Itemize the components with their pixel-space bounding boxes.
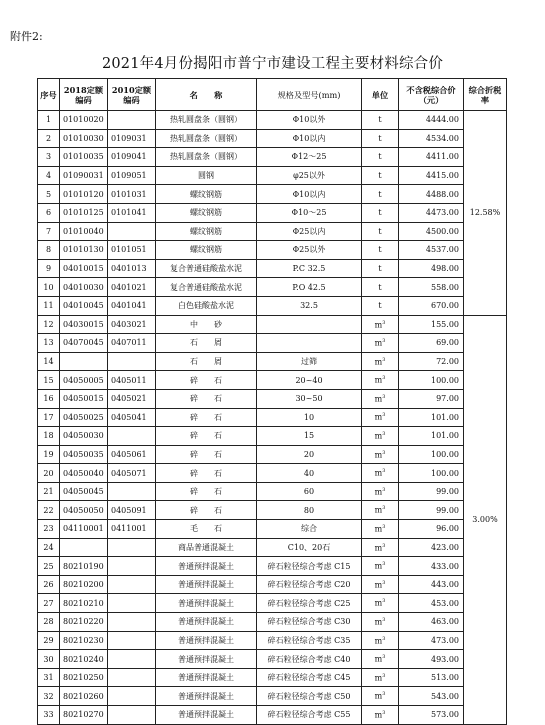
cell-code-2010: 0101041 [108, 203, 156, 222]
table-row [38, 278, 507, 297]
table-body [38, 111, 507, 725]
cell-no: 15 [38, 371, 60, 390]
cell-code-2018: 01010035 [60, 148, 108, 167]
cell-spec: 碎石粒径综合考虑 C30 [257, 613, 362, 632]
cell-price: 97.00 [399, 389, 464, 408]
cell-code-2018: 01010120 [60, 185, 108, 204]
cell-name: 热轧圆盘条（圆钢） [156, 129, 257, 148]
cell-spec: 碎石粒径综合考虑 C50 [257, 687, 362, 706]
cell-spec: 碎石粒径综合考虑 C35 [257, 631, 362, 650]
cell-price: 155.00 [399, 315, 464, 334]
cell-spec: 碎石粒径综合考虑 C45 [257, 668, 362, 687]
cell-spec: 碎石粒径综合考虑 C25 [257, 594, 362, 613]
cell-unit: $m^3$ [362, 464, 399, 483]
cell-spec: 60 [257, 482, 362, 501]
cell-no: 13 [38, 334, 60, 353]
cell-code-2018: 04070045 [60, 334, 108, 353]
cell-code-2018: 01010020 [60, 111, 108, 130]
cell-unit: $m^3$ [362, 631, 399, 650]
cell-unit: $m^3$ [362, 687, 399, 706]
cell-code-2010: 0411001 [108, 520, 156, 539]
cell-name: 螺纹钢筋 [156, 222, 257, 241]
cell-code-2010: 0109051 [108, 166, 156, 185]
cell-spec: 过筛 [257, 352, 362, 371]
cell-unit: t [362, 278, 399, 297]
cell-unit: $m^3$ [362, 650, 399, 669]
cell-code-2010: 0401041 [108, 296, 156, 315]
cell-unit: $m^3$ [362, 668, 399, 687]
cell-spec: 碎石粒径综合考虑 C55 [257, 706, 362, 725]
cell-name: 螺纹钢筋 [156, 203, 257, 222]
cell-price: 493.00 [399, 650, 464, 669]
cell-code-2018: 04050040 [60, 464, 108, 483]
cell-name: 碎 石 [156, 501, 257, 520]
cell-code-2018: 80210260 [60, 687, 108, 706]
cell-spec: Φ12～25 [257, 148, 362, 167]
cell-price: 72.00 [399, 352, 464, 371]
cell-price: 99.00 [399, 501, 464, 520]
table-row [38, 352, 507, 371]
cell-code-2010 [108, 482, 156, 501]
cell-name: 碎 石 [156, 408, 257, 427]
cell-unit: t [362, 296, 399, 315]
cell-unit: $m^3$ [362, 594, 399, 613]
cell-name: 毛 石 [156, 520, 257, 539]
cell-no: 5 [38, 185, 60, 204]
table-row [38, 557, 507, 576]
cell-price: 4534.00 [399, 129, 464, 148]
cell-no: 6 [38, 203, 60, 222]
cell-name: 碎 石 [156, 464, 257, 483]
cell-code-2010: 0109041 [108, 148, 156, 167]
cell-name: 中 砂 [156, 315, 257, 334]
cell-price: 4411.00 [399, 148, 464, 167]
header-no: 序号 [38, 79, 60, 111]
cell-name: 普通预拌混凝土 [156, 706, 257, 725]
cell-unit: $m^3$ [362, 352, 399, 371]
cell-unit: $m^3$ [362, 371, 399, 390]
cell-spec: 20~40 [257, 371, 362, 390]
header-spec: 规格及型号(mm) [257, 79, 362, 111]
table-row [38, 427, 507, 446]
cell-tax-rate: 12.58% [464, 111, 507, 316]
cell-spec: 10 [257, 408, 362, 427]
cell-spec: 32.5 [257, 296, 362, 315]
cell-price: 69.00 [399, 334, 464, 353]
cell-name: 石 屑 [156, 334, 257, 353]
cell-code-2010 [108, 613, 156, 632]
cell-no: 31 [38, 668, 60, 687]
table-row [38, 594, 507, 613]
cell-price: 573.00 [399, 706, 464, 725]
table-row [38, 668, 507, 687]
cell-no: 2 [38, 129, 60, 148]
cell-spec: Φ10以内 [257, 129, 362, 148]
cell-code-2018: 04030015 [60, 315, 108, 334]
cell-spec: 综合 [257, 520, 362, 539]
cell-name: 普通预拌混凝土 [156, 594, 257, 613]
cell-price: 558.00 [399, 278, 464, 297]
cell-name: 普通预拌混凝土 [156, 557, 257, 576]
cell-code-2010 [108, 557, 156, 576]
cell-code-2010 [108, 631, 156, 650]
table-row [38, 501, 507, 520]
cell-unit: $m^3$ [362, 557, 399, 576]
cell-name: 普通预拌混凝土 [156, 687, 257, 706]
cell-code-2010 [108, 668, 156, 687]
cell-price: 463.00 [399, 613, 464, 632]
cell-spec: C10、20石 [257, 538, 362, 557]
cell-code-2018: 01090031 [60, 166, 108, 185]
cell-unit: t [362, 203, 399, 222]
cell-code-2018: 01010030 [60, 129, 108, 148]
cell-code-2018: 04010030 [60, 278, 108, 297]
cell-price: 670.00 [399, 296, 464, 315]
table-row [38, 482, 507, 501]
cell-code-2018: 80210190 [60, 557, 108, 576]
header-rate: 综合折税率 [464, 79, 507, 111]
cell-spec [257, 334, 362, 353]
cell-name: 白色硅酸盐水泥 [156, 296, 257, 315]
cell-code-2018: 01010125 [60, 203, 108, 222]
header-name: 名 称 [156, 79, 257, 111]
table-row [38, 259, 507, 278]
cell-name: 普通预拌混凝土 [156, 631, 257, 650]
cell-spec: 20 [257, 445, 362, 464]
cell-spec [257, 315, 362, 334]
cell-code-2010 [108, 352, 156, 371]
cell-no: 29 [38, 631, 60, 650]
cell-code-2018: 04010045 [60, 296, 108, 315]
header-code-2018: 2018定额编码 [60, 79, 108, 111]
cell-code-2018: 01010130 [60, 241, 108, 260]
cell-code-2018: 04110001 [60, 520, 108, 539]
cell-code-2010 [108, 594, 156, 613]
cell-no: 21 [38, 482, 60, 501]
table-row [38, 241, 507, 260]
header-unit: 单位 [362, 79, 399, 111]
table-row [38, 334, 507, 353]
cell-code-2018: 80210250 [60, 668, 108, 687]
cell-code-2018 [60, 538, 108, 557]
cell-code-2010: 0405091 [108, 501, 156, 520]
table-row [38, 296, 507, 315]
materials-price-table [37, 78, 507, 725]
cell-no: 27 [38, 594, 60, 613]
cell-no: 19 [38, 445, 60, 464]
cell-code-2018: 04050005 [60, 371, 108, 390]
cell-unit: t [362, 222, 399, 241]
cell-spec: Φ10以外 [257, 111, 362, 130]
cell-code-2010: 0101051 [108, 241, 156, 260]
cell-spec: 15 [257, 427, 362, 446]
attachment-label: 附件2: [10, 30, 43, 43]
cell-unit: $m^3$ [362, 520, 399, 539]
cell-price: 96.00 [399, 520, 464, 539]
cell-unit: $m^3$ [362, 613, 399, 632]
table-row [38, 706, 507, 725]
cell-code-2010: 0405071 [108, 464, 156, 483]
cell-unit: $m^3$ [362, 482, 399, 501]
table-row [38, 613, 507, 632]
table-row [38, 389, 507, 408]
cell-price: 99.00 [399, 482, 464, 501]
table-row [38, 575, 507, 594]
table-row [38, 222, 507, 241]
cell-price: 101.00 [399, 408, 464, 427]
cell-price: 473.00 [399, 631, 464, 650]
table-row [38, 650, 507, 669]
cell-no: 18 [38, 427, 60, 446]
table-row [38, 129, 507, 148]
cell-code-2018: 01010040 [60, 222, 108, 241]
document-title: 2021年4月份揭阳市普宁市建设工程主要材料综合价 [101, 56, 444, 72]
cell-no: 8 [38, 241, 60, 260]
cell-name: 碎 石 [156, 482, 257, 501]
table-row [38, 203, 507, 222]
cell-unit: $m^3$ [362, 538, 399, 557]
cell-code-2010: 0407011 [108, 334, 156, 353]
cell-code-2010 [108, 650, 156, 669]
cell-name: 复合普通硅酸盐水泥 [156, 259, 257, 278]
table-row [38, 111, 507, 130]
cell-no: 33 [38, 706, 60, 725]
cell-price: 4537.00 [399, 241, 464, 260]
cell-spec: 80 [257, 501, 362, 520]
cell-name: 碎 石 [156, 427, 257, 446]
cell-code-2010 [108, 538, 156, 557]
cell-price: 498.00 [399, 259, 464, 278]
cell-spec: 碎石粒径综合考虑 C20 [257, 575, 362, 594]
cell-unit: $m^3$ [362, 706, 399, 725]
cell-code-2010 [108, 427, 156, 446]
cell-price: 513.00 [399, 668, 464, 687]
cell-code-2010: 0405011 [108, 371, 156, 390]
cell-spec: 40 [257, 464, 362, 483]
cell-unit: $m^3$ [362, 408, 399, 427]
table-row [38, 185, 507, 204]
cell-code-2010: 0101031 [108, 185, 156, 204]
table-row [38, 408, 507, 427]
cell-code-2010: 0401013 [108, 259, 156, 278]
cell-code-2010 [108, 222, 156, 241]
cell-code-2018 [60, 352, 108, 371]
table-row [38, 631, 507, 650]
cell-price: 100.00 [399, 371, 464, 390]
cell-unit: $m^3$ [362, 334, 399, 353]
cell-no: 14 [38, 352, 60, 371]
cell-code-2018: 80210200 [60, 575, 108, 594]
cell-code-2018: 04050050 [60, 501, 108, 520]
cell-no: 3 [38, 148, 60, 167]
table-row [38, 148, 507, 167]
cell-code-2010: 0405041 [108, 408, 156, 427]
cell-tax-rate: 3.00% [464, 315, 507, 724]
table-row [38, 538, 507, 557]
table-row [38, 520, 507, 539]
cell-code-2018: 80210210 [60, 594, 108, 613]
cell-name: 螺纹钢筋 [156, 185, 257, 204]
cell-unit: t [362, 129, 399, 148]
cell-price: 4415.00 [399, 166, 464, 185]
cell-spec: Φ25以外 [257, 241, 362, 260]
cell-unit: $m^3$ [362, 427, 399, 446]
cell-no: 24 [38, 538, 60, 557]
cell-unit: t [362, 111, 399, 130]
cell-code-2010 [108, 687, 156, 706]
cell-spec: P.C 32.5 [257, 259, 362, 278]
cell-price: 443.00 [399, 575, 464, 594]
cell-code-2010: 0401021 [108, 278, 156, 297]
cell-no: 7 [38, 222, 60, 241]
cell-unit: $m^3$ [362, 315, 399, 334]
cell-no: 22 [38, 501, 60, 520]
cell-name: 碎 石 [156, 371, 257, 390]
cell-no: 20 [38, 464, 60, 483]
cell-price: 4473.00 [399, 203, 464, 222]
cell-no: 23 [38, 520, 60, 539]
cell-spec: 碎石粒径综合考虑 C40 [257, 650, 362, 669]
cell-name: 热轧圆盘条（圆钢） [156, 148, 257, 167]
cell-price: 4488.00 [399, 185, 464, 204]
cell-spec: P.O 42.5 [257, 278, 362, 297]
cell-price: 101.00 [399, 427, 464, 446]
cell-spec: Φ25以内 [257, 222, 362, 241]
cell-code-2018: 80210270 [60, 706, 108, 725]
cell-code-2018: 80210220 [60, 613, 108, 632]
cell-price: 4500.00 [399, 222, 464, 241]
cell-spec: Φ10以内 [257, 185, 362, 204]
cell-price: 100.00 [399, 464, 464, 483]
cell-code-2010: 0405021 [108, 389, 156, 408]
table-row [38, 687, 507, 706]
cell-unit: t [362, 166, 399, 185]
cell-name: 石 屑 [156, 352, 257, 371]
cell-no: 28 [38, 613, 60, 632]
cell-unit: t [362, 185, 399, 204]
cell-spec: φ25以外 [257, 166, 362, 185]
cell-no: 11 [38, 296, 60, 315]
cell-name: 商品普通混凝土 [156, 538, 257, 557]
cell-code-2010: 0109031 [108, 129, 156, 148]
cell-no: 26 [38, 575, 60, 594]
cell-unit: t [362, 241, 399, 260]
cell-no: 17 [38, 408, 60, 427]
cell-name: 热轧圆盘条（圆钢） [156, 111, 257, 130]
cell-code-2018: 80210240 [60, 650, 108, 669]
cell-name: 螺纹钢筋 [156, 241, 257, 260]
cell-no: 10 [38, 278, 60, 297]
cell-code-2018: 04050025 [60, 408, 108, 427]
header-price: 不含税综合价（元） [399, 79, 464, 111]
cell-name: 碎 石 [156, 389, 257, 408]
table-row [38, 371, 507, 390]
cell-name: 碎 石 [156, 445, 257, 464]
cell-no: 30 [38, 650, 60, 669]
table-row [38, 315, 507, 334]
cell-no: 4 [38, 166, 60, 185]
header-code-2010: 2010定额编码 [108, 79, 156, 111]
cell-unit: $m^3$ [362, 575, 399, 594]
cell-unit: t [362, 148, 399, 167]
cell-spec: Φ10～25 [257, 203, 362, 222]
cell-price: 433.00 [399, 557, 464, 576]
table-row [38, 166, 507, 185]
cell-spec: 30~50 [257, 389, 362, 408]
cell-name: 普通预拌混凝土 [156, 613, 257, 632]
cell-code-2018: 04050035 [60, 445, 108, 464]
table-header-row [38, 79, 507, 111]
table-row [38, 445, 507, 464]
cell-unit: $m^3$ [362, 501, 399, 520]
cell-price: 100.00 [399, 445, 464, 464]
cell-code-2018: 80210230 [60, 631, 108, 650]
cell-name: 普通预拌混凝土 [156, 575, 257, 594]
cell-code-2010: 0405061 [108, 445, 156, 464]
cell-code-2018: 04050030 [60, 427, 108, 446]
cell-code-2018: 04050015 [60, 389, 108, 408]
cell-code-2018: 04050045 [60, 482, 108, 501]
cell-no: 9 [38, 259, 60, 278]
cell-code-2010 [108, 575, 156, 594]
cell-code-2010 [108, 111, 156, 130]
cell-name: 普通预拌混凝土 [156, 668, 257, 687]
cell-name: 圆钢 [156, 166, 257, 185]
cell-name: 复合普通硅酸盐水泥 [156, 278, 257, 297]
cell-no: 12 [38, 315, 60, 334]
cell-unit: $m^3$ [362, 445, 399, 464]
cell-spec: 碎石粒径综合考虑 C15 [257, 557, 362, 576]
cell-unit: $m^3$ [362, 389, 399, 408]
cell-code-2018: 04010015 [60, 259, 108, 278]
cell-no: 32 [38, 687, 60, 706]
cell-name: 普通预拌混凝土 [156, 650, 257, 669]
cell-no: 1 [38, 111, 60, 130]
cell-price: 423.00 [399, 538, 464, 557]
cell-code-2010: 0403021 [108, 315, 156, 334]
table-row [38, 464, 507, 483]
cell-unit: t [362, 259, 399, 278]
cell-code-2010 [108, 706, 156, 725]
cell-price: 453.00 [399, 594, 464, 613]
cell-price: 4444.00 [399, 111, 464, 130]
cell-no: 16 [38, 389, 60, 408]
cell-no: 25 [38, 557, 60, 576]
cell-price: 543.00 [399, 687, 464, 706]
